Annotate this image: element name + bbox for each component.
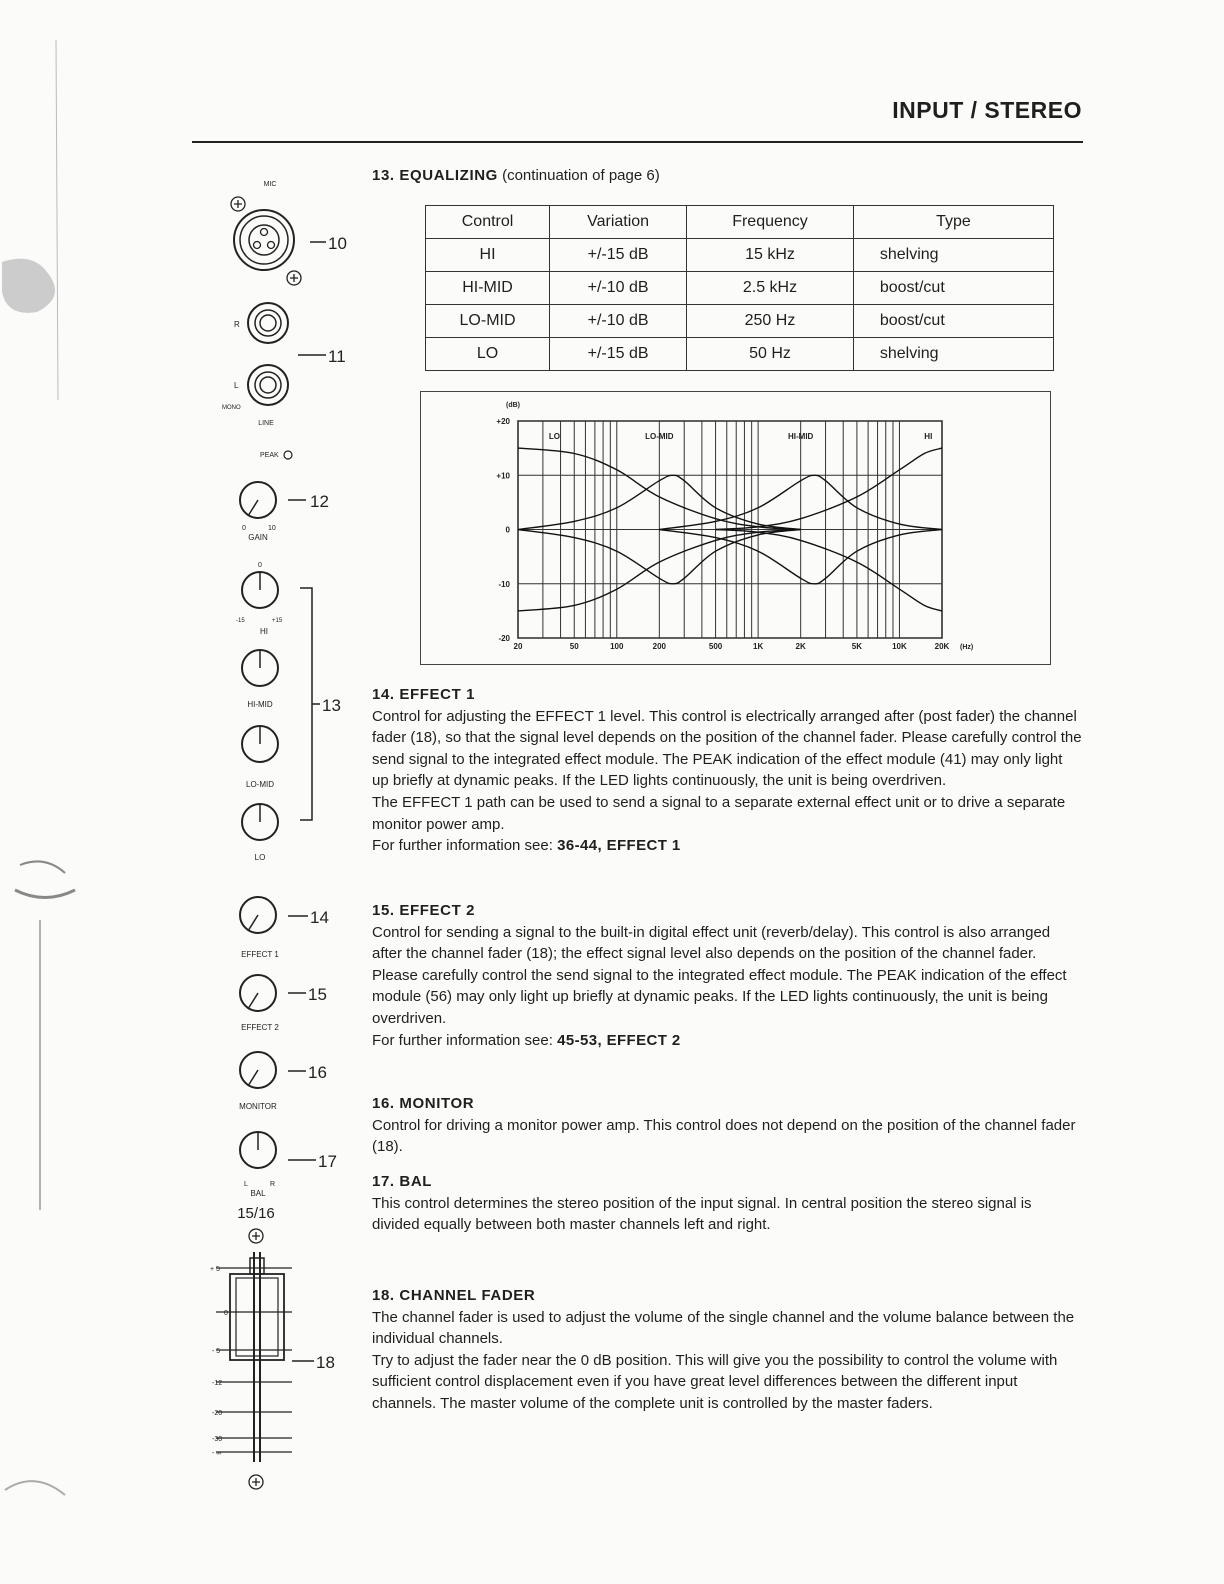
- eq-table-cell: 2.5 kHz: [687, 272, 854, 305]
- reference-prefix: For further information see:: [372, 1031, 558, 1049]
- jack-input-r-icon: [248, 303, 288, 343]
- section-17-paragraph: This control determines the stereo position of the input signal. In central position the stereo signal is divided equally between both master channels left and right.: [372, 1194, 1032, 1234]
- chart-y-tick-label: +10: [496, 471, 510, 481]
- jack-input-l-icon: [248, 365, 288, 405]
- eq-table-header-row: [426, 206, 1054, 239]
- effect1-label: EFFECT 1: [241, 950, 279, 959]
- page-title: INPUT / STEREO: [892, 97, 1082, 123]
- channel-strip-diagram: [188, 160, 358, 1500]
- section-18-paragraph: Try to adjust the fader near the 0 dB position. This will give you the possibility to control the volume with sufficient control displacement even if you have great level differences between the different input channels. The master volume of the complete unit is controlled by the master faders.: [372, 1351, 1058, 1412]
- eq-table-cell: LO-MID: [426, 305, 550, 338]
- section-16-title: 16. MONITOR: [372, 1095, 475, 1112]
- header-rule: [192, 141, 1083, 143]
- line-label: LINE: [258, 420, 274, 427]
- hi-left-label: -15: [236, 618, 245, 624]
- section-14-paragraph: The EFFECT 1 path can be used to send a signal to a separate external effect unit or to drive a separate monitor power amp.: [372, 793, 1066, 833]
- callout-17: 17: [318, 1152, 337, 1171]
- eq-table-row: [426, 338, 1054, 371]
- chart-y-axis-label: (dB): [506, 402, 520, 409]
- chart-x-tick-label: 2K: [795, 642, 806, 651]
- scan-margin-marks: [0, 0, 120, 1584]
- xlr-input-icon: [231, 197, 301, 285]
- eq-lo-mid-knob-icon: [242, 726, 278, 762]
- section-16: [372, 1093, 1082, 1158]
- callout-16: 16: [308, 1063, 327, 1082]
- bal-r-label: R: [270, 1181, 276, 1188]
- mic-label: MIC: [263, 181, 277, 188]
- callout-18: 18: [316, 1353, 335, 1372]
- lo-label: LO: [254, 853, 266, 862]
- callout-10: 10: [328, 234, 347, 253]
- eq-table-cell: HI: [426, 239, 550, 272]
- fader-scale-0: 0: [224, 1310, 228, 1317]
- fader-scale-minus12: -12: [212, 1380, 223, 1387]
- section-13-title: 13. EQUALIZING: [372, 167, 498, 184]
- section-14-paragraph: Control for adjusting the EFFECT 1 level. This control is electrically arranged after (post fader) the channel fader (18), so that the signal level depends on the position of the channel fader. Please carefully control the send signal to the integrated effect module. The PEAK indication of the effect module (41) may only light up briefly at dynamic peaks. If the LED lights continuously, the unit is being overdriven.: [372, 707, 1082, 790]
- eq-table-cell: +/-10 dB: [550, 305, 687, 338]
- eq-table-row: [426, 239, 1054, 272]
- section-15-paragraph: Control for sending a signal to the built-in digital effect unit (reverb/delay). This control is also arranged after the channel fader (18); the effect signal level also depends on the position of the channel fader.: [372, 923, 1051, 963]
- callout-15: 15: [308, 985, 327, 1004]
- section-15-paragraph: Please carefully control the send signal to the integrated effect module. The PEAK indication of the effect module (56) may only light up briefly at dynamic peaks. If the LED lights continuously, the unit is being overdriven.: [372, 966, 1067, 1027]
- section-14-title: 14. EFFECT 1: [372, 686, 476, 703]
- fader-scale-minus5: - 5: [212, 1348, 221, 1355]
- reference-link-text: 45-53, EFFECT 2: [557, 1031, 681, 1049]
- chart-x-axis-label: (Hz): [960, 644, 974, 651]
- eq-table-cell: HI-MID: [426, 272, 550, 305]
- section-16-paragraph: Control for driving a monitor power amp. This control does not depend on the position of the channel fader (18).: [372, 1116, 1076, 1156]
- chart-y-tick-label: 0: [505, 525, 510, 535]
- eq-table-cell: shelving: [853, 338, 1053, 371]
- fader-scale-plus5: + 5: [210, 1266, 220, 1273]
- chart-y-tick-label: -20: [498, 634, 510, 643]
- eq-table-cell: 15 kHz: [687, 239, 854, 272]
- eq-table-row: [426, 272, 1054, 305]
- section-15-title: 15. EFFECT 2: [372, 902, 476, 919]
- chart-x-tick-label: 10K: [892, 642, 907, 651]
- chart-x-tick-label: 1K: [753, 642, 764, 651]
- chart-y-tick-label: +20: [496, 417, 510, 426]
- fader-scale-minus-inf: - ∞: [212, 1450, 222, 1457]
- hi-right-label: +15: [272, 618, 283, 624]
- section-13-heading: [372, 165, 1082, 187]
- mono-label: MONO: [222, 405, 241, 411]
- bal-l-label: L: [244, 1181, 248, 1188]
- chart-band-label: HI: [924, 432, 933, 441]
- peak-label: PEAK: [260, 452, 279, 459]
- chart-band-label: HI-MID: [788, 432, 814, 441]
- callout-11: 11: [328, 347, 346, 366]
- chart-series-line: [716, 448, 942, 529]
- gain-max-label: 10: [268, 525, 276, 532]
- hi-mid-label: HI-MID: [247, 700, 273, 709]
- section-18: [372, 1285, 1082, 1415]
- section-15: [372, 900, 1082, 1051]
- monitor-knob-icon: [240, 1052, 276, 1088]
- eq-table-cell: 250 Hz: [687, 305, 854, 338]
- fader-track-icon: [250, 1252, 264, 1462]
- eq-table-header: Frequency: [687, 206, 854, 239]
- eq-response-chart-frame: [420, 391, 1051, 665]
- eq-table-cell: boost/cut: [853, 305, 1053, 338]
- eq-hi-knob-icon: [242, 572, 278, 608]
- effect2-knob-icon: [240, 975, 276, 1011]
- eq-table-cell: +/-15 dB: [550, 338, 687, 371]
- eq-table-header: Variation: [550, 206, 687, 239]
- bal-label: BAL: [250, 1189, 266, 1198]
- chart-band-label: LO: [548, 432, 560, 441]
- chart-series-line: [716, 530, 942, 611]
- eq-lo-knob-icon: [242, 804, 278, 840]
- gain-min-label: 0: [242, 525, 246, 532]
- fader-scale-minus30: -30: [212, 1436, 223, 1443]
- reference-link-text: 36-44, EFFECT 1: [557, 837, 681, 855]
- chart-x-tick-label: 20K: [934, 642, 950, 651]
- section-17-title: 17. BAL: [372, 1173, 433, 1190]
- section-18-paragraph: The channel fader is used to adjust the volume of the single channel and the volume balance between the individual channels.: [372, 1308, 1075, 1348]
- section-18-title: 18. CHANNEL FADER: [372, 1287, 536, 1304]
- callout-12: 12: [310, 492, 329, 511]
- chart-y-tick-label: -10: [498, 579, 510, 589]
- effect1-knob-icon: [240, 897, 276, 933]
- section-17: [372, 1171, 1082, 1236]
- line-l-label: L: [234, 381, 239, 390]
- chart-x-tick-label: 200: [652, 642, 667, 651]
- screw-bottom-icon: [249, 1475, 263, 1489]
- eq-response-chart: [421, 392, 1050, 664]
- eq-table-cell: +/-10 dB: [550, 272, 687, 305]
- section-14-reference: [372, 835, 1082, 857]
- section-13-continuation: (continuation of page 6): [502, 167, 660, 184]
- eq-table-cell: shelving: [853, 239, 1053, 272]
- eq-hi-mid-knob-icon: [242, 650, 278, 686]
- chart-x-tick-label: 20: [513, 642, 523, 651]
- balance-knob-icon: [240, 1132, 276, 1168]
- eq-table-header: Type: [853, 206, 1053, 239]
- hi-center-label: 0: [258, 562, 262, 569]
- effect2-label: EFFECT 2: [241, 1023, 279, 1032]
- hi-label: HI: [260, 627, 268, 636]
- fader-cap-icon: [230, 1274, 284, 1360]
- chart-x-tick-label: 100: [610, 642, 624, 651]
- line-r-label: R: [234, 320, 240, 329]
- channel-number: 15/16: [237, 1205, 275, 1222]
- monitor-label: MONITOR: [239, 1102, 277, 1111]
- eq-table: [425, 205, 1054, 371]
- eq-table-header: Control: [426, 206, 550, 239]
- chart-band-label: LO-MID: [645, 432, 674, 441]
- screw-top-icon: [249, 1229, 263, 1243]
- chart-x-tick-label: 5K: [851, 642, 863, 651]
- eq-table-cell: +/-15 dB: [550, 239, 687, 272]
- eq-table-cell: boost/cut: [853, 272, 1053, 305]
- lo-mid-label: LO-MID: [246, 780, 274, 789]
- chart-x-tick-label: 500: [708, 642, 723, 651]
- eq-table-cell: 50 Hz: [687, 338, 854, 371]
- gain-knob-icon: [240, 482, 276, 518]
- chart-x-tick-label: 50: [569, 642, 579, 651]
- eq-table-row: [426, 305, 1054, 338]
- gain-label: GAIN: [248, 533, 268, 542]
- section-14: [372, 684, 1082, 857]
- reference-prefix: For further information see:: [372, 837, 558, 855]
- section-15-reference: [372, 1030, 1082, 1052]
- eq-table-cell: LO: [426, 338, 550, 371]
- peak-led-icon: [284, 451, 292, 459]
- callout-14: 14: [310, 908, 329, 927]
- callout-13: 13: [322, 696, 341, 715]
- fader-scale-minus20: -20: [212, 1410, 223, 1417]
